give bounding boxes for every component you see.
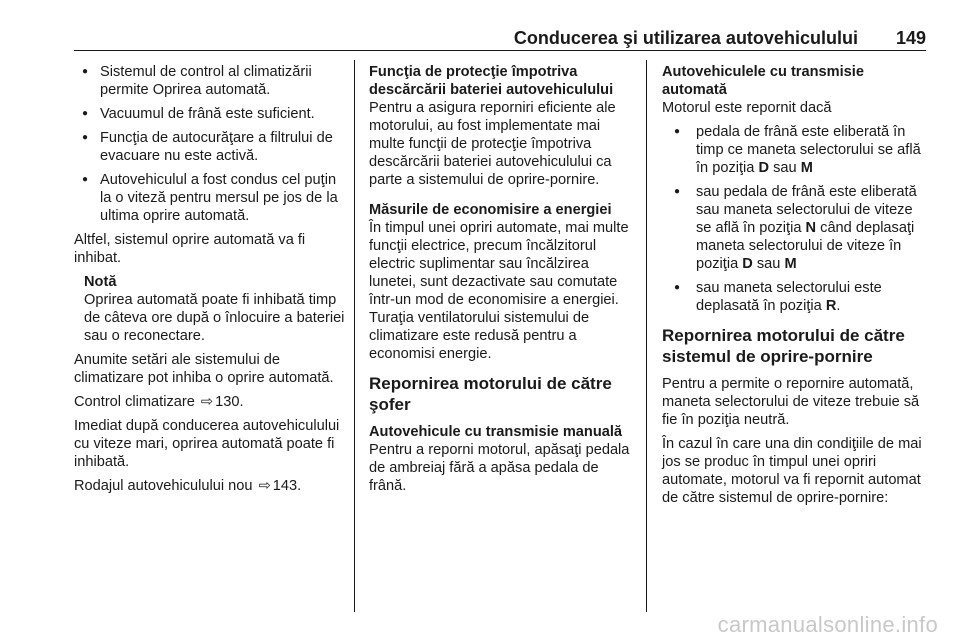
column-divider-1 bbox=[354, 60, 355, 612]
page-ref: 130. bbox=[215, 394, 244, 410]
subheading: Autovehicule cu transmisie manuală bbox=[369, 424, 623, 440]
column-1 bbox=[74, 63, 346, 501]
list-item: ● Funcţia de autocurăţare a filtrului de evacuare nu este activă. bbox=[74, 129, 346, 165]
paragraph: Pentru a asigura reporniri eficiente ale motorului, au fost implementate mai multe funcţii de protecţie împotriva descărcării bateriei autovehiculului ca parte a sistemului de oprire-pornire. bbox=[369, 100, 616, 188]
list-item: ● sau pedala de frână este eliberată sau maneta selectorului de viteze se află în poziţia N când deplasaţi maneta selectorului de viteze în poziţia D sau M bbox=[666, 183, 928, 273]
paragraph: În timpul unei opriri automate, mai multe funcţii electrice, precum încălzitorul electric suplimentar sau încălzirea lunetei, sunt dezactivate sau comutate într-un mod de economisire a energiei. Turaţia ventilatorului sistemului de climatizare este redusă pentru a economisi energie. bbox=[369, 220, 629, 362]
page-header bbox=[74, 26, 926, 50]
paragraph: Altfel, sistemul oprire automată va fi inhibat. bbox=[74, 232, 306, 266]
subheading: Măsurile de economisire a energiei bbox=[369, 202, 612, 218]
list-item: ● Sistemul de control al climatizării permite Oprirea automată. bbox=[74, 63, 346, 99]
page-number: 149 bbox=[895, 28, 926, 48]
column-3 bbox=[662, 63, 928, 513]
paragraph: Anumite setări ale sistemului de climatizare pot inhiba o oprire automată. bbox=[74, 352, 334, 386]
section-heading: Repornirea motorului de către şofer bbox=[369, 374, 612, 414]
list-item: ● Autovehiculul a fost condus cel puţin la o viteză pentru mersul pe jos de la ultima oprire automată. bbox=[74, 171, 346, 225]
column-2 bbox=[369, 63, 631, 501]
paragraph: Motorul este repornit dacă bbox=[662, 100, 832, 116]
paragraph: Pentru a permite o repornire automată, maneta selectorului de viteze trebuie să fie în poziţia neutră. bbox=[662, 376, 920, 428]
subheading: Autovehiculele cu transmisie automată bbox=[662, 64, 864, 98]
cross-reference[interactable]: Rodajul autovehiculului nou ⇨ 143. bbox=[74, 478, 302, 494]
page-ref-arrow-icon: ⇨ bbox=[200, 394, 214, 410]
page-ref: 143. bbox=[272, 478, 302, 494]
note-box bbox=[74, 273, 346, 345]
list-item: ● pedala de frână este eliberată în timp ce maneta selectorului se află în poziţia D sau M bbox=[666, 123, 928, 177]
section-heading: Repornirea motorului de către sistemul de oprire-pornire bbox=[662, 326, 905, 366]
paragraph: În cazul în care una din condiţiile de mai jos se produc în timpul unei opriri automate, motorul va fi repornit automat de către sistemul de oprire-pornire: bbox=[662, 436, 922, 506]
header-rule bbox=[74, 50, 926, 51]
list-item: ● Vacuumul de frână este suficient. bbox=[74, 105, 346, 123]
paragraph: Pentru a reporni motorul, apăsaţi pedala de ambreiaj fără a apăsa pedala de frână. bbox=[369, 442, 630, 494]
column-divider-2 bbox=[646, 60, 647, 612]
subheading: Funcţia de protecţie împotriva descărcării bateriei autovehiculului bbox=[369, 64, 614, 98]
page-ref-arrow-icon: ⇨ bbox=[258, 478, 271, 494]
list-item: ● sau maneta selectorului este deplasată în poziţia R. bbox=[666, 279, 928, 315]
note-title: Notă bbox=[84, 274, 117, 290]
cross-reference[interactable]: Control climatizare ⇨ 130. bbox=[74, 394, 244, 410]
watermark: carmanualsonline.info bbox=[717, 612, 938, 637]
chapter-title: Conducerea şi utilizarea autovehiculului bbox=[513, 28, 858, 48]
paragraph: Imediat după conducerea autovehiculului cu viteze mari, oprirea automată poate fi inhibată. bbox=[74, 418, 340, 470]
note-text: Oprirea automată poate fi inhibată timp de câteva ore după o înlocuire a bateriei sau o reconectare. bbox=[84, 292, 345, 344]
